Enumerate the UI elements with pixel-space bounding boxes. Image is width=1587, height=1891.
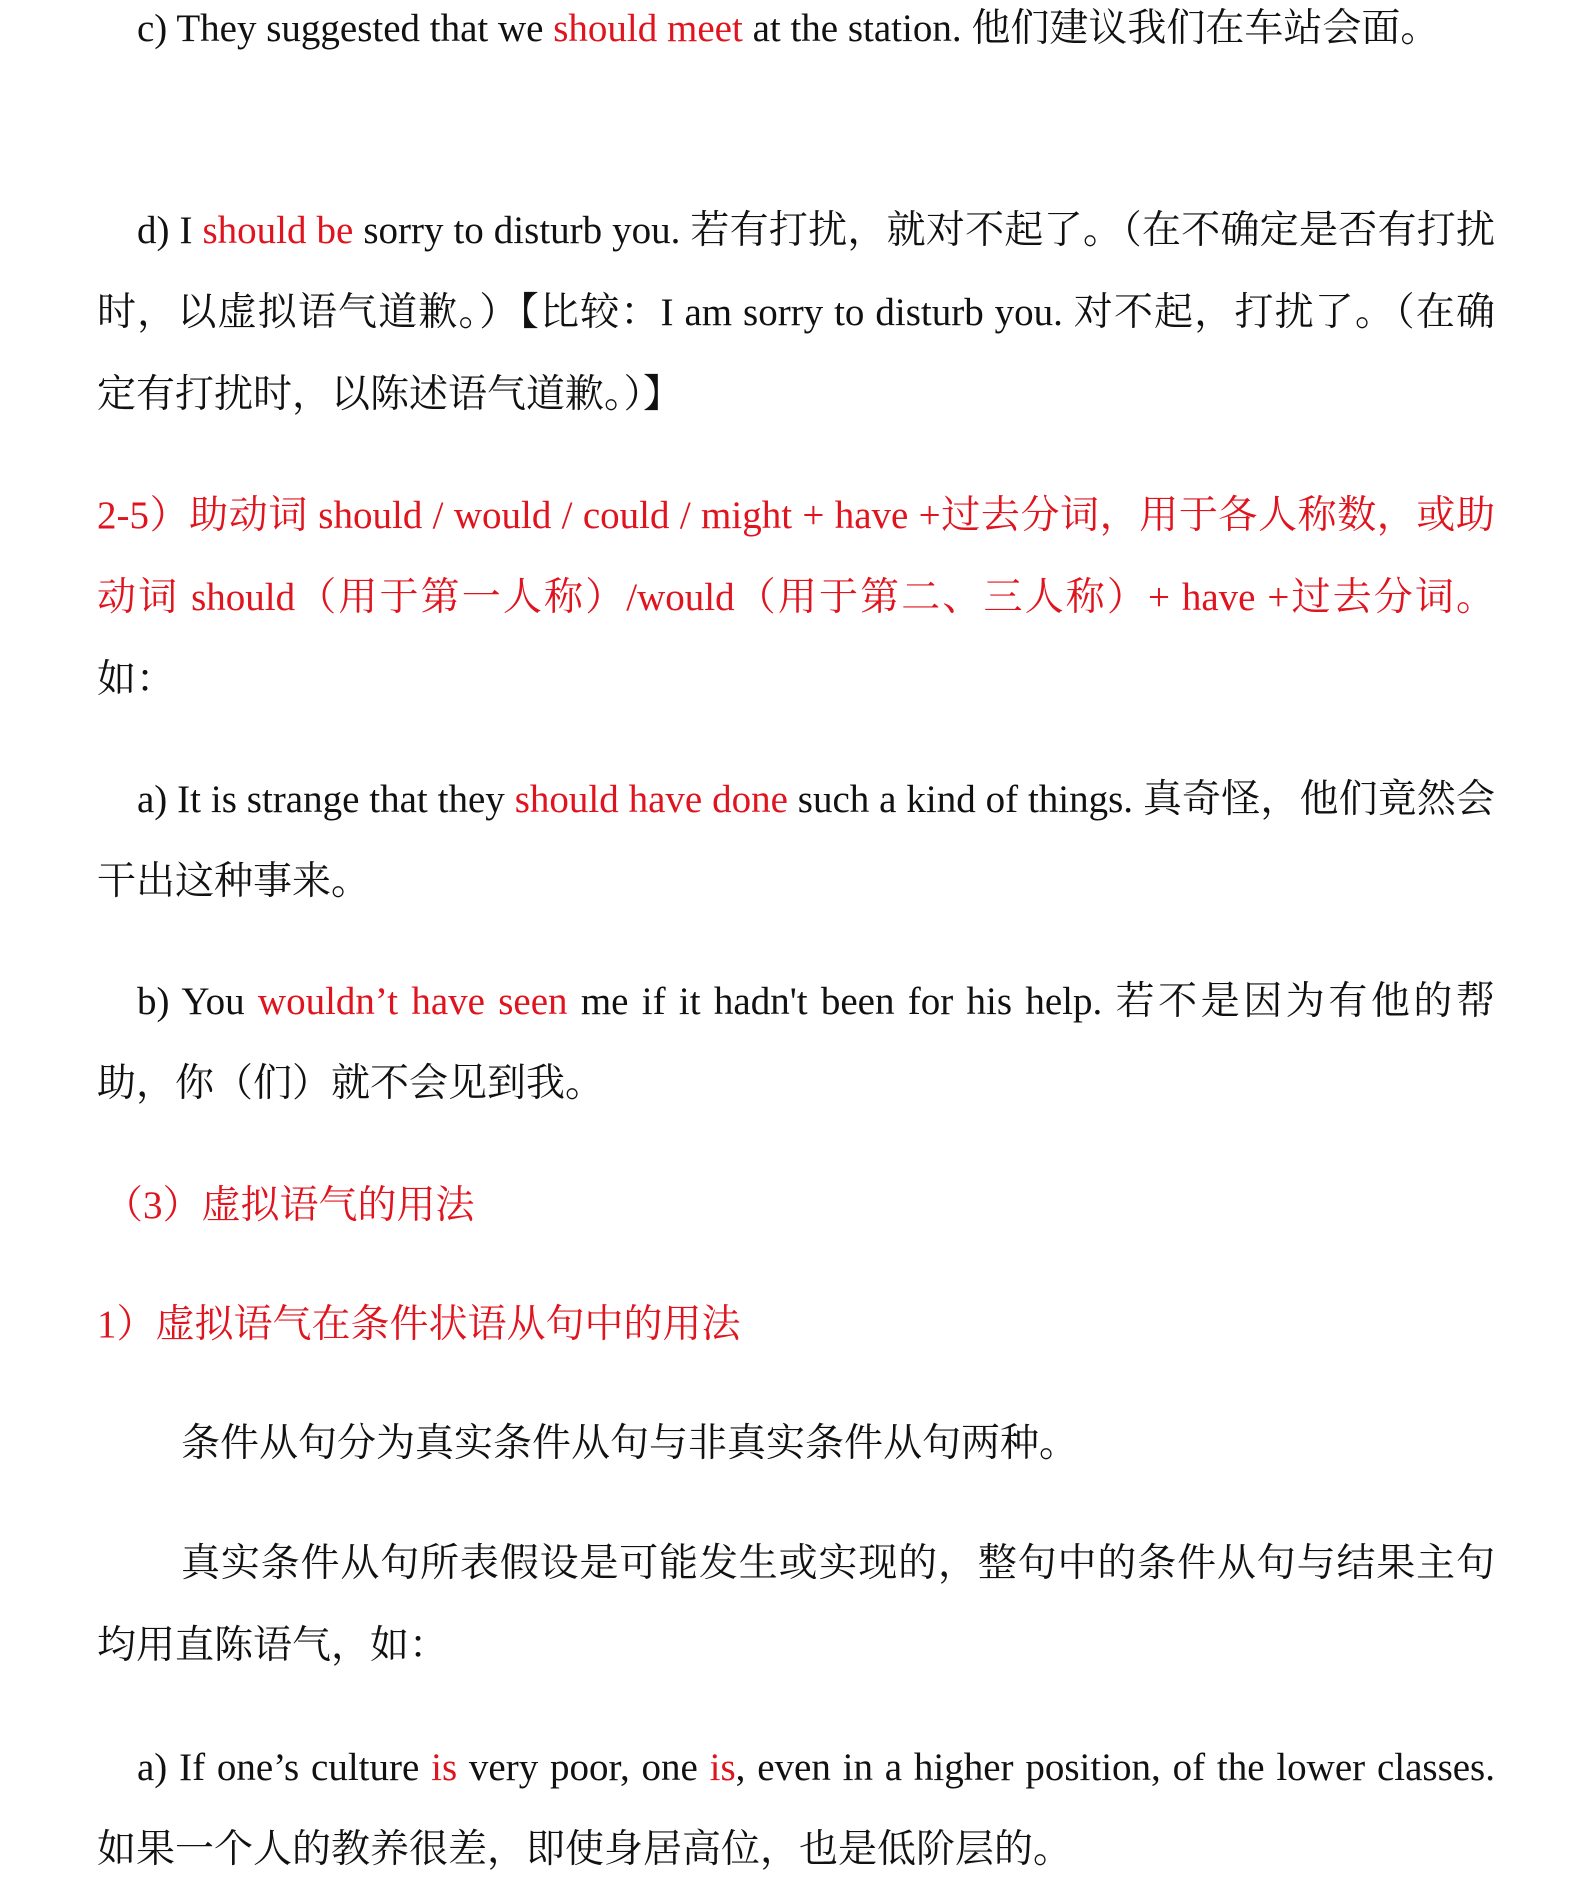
example-c bbox=[97, 0, 1495, 70]
section-2-5-rule: 2-5）助动词 should / would / could / might + have +过去分词，用于各人称数，或助动词 should（用于第一人称）/would（用于第二、三人称）+ have +过去分词。 bbox=[97, 494, 1495, 619]
example-d-text-1: d) I bbox=[137, 209, 203, 252]
example-c-text-2: at the station. 他们建议我们在车站会面。 bbox=[742, 7, 1440, 50]
example-a-2-5 bbox=[97, 759, 1495, 923]
conditional-intro: 条件从句分为真实条件从句与非真实条件从句两种。 bbox=[181, 1422, 1079, 1465]
example-a-conditional-text-2: very poor, one bbox=[457, 1746, 710, 1789]
example-a-2-5-text-2: such a kind of things. 真奇怪，他们竟然会干出这种事来。 bbox=[97, 778, 1495, 903]
example-a-2-5-highlight: should have done bbox=[514, 778, 788, 821]
example-b-2-5 bbox=[97, 961, 1495, 1125]
example-a-conditional-text-3: , even in a higher position, of the lower classes. 如果一个人的教养很差，即使身居高位，也是低阶层的。 bbox=[97, 1746, 1495, 1871]
example-b-2-5-highlight: wouldn’t have seen bbox=[257, 980, 568, 1023]
example-a-conditional-text-1: a) If one’s culture bbox=[137, 1746, 432, 1789]
real-conditional-explanation: 真实条件从句所表假设是可能发生或实现的，整句中的条件从句与结果主句均用直陈语气，如： bbox=[97, 1542, 1495, 1667]
example-a-conditional-highlight-1: is bbox=[431, 1746, 458, 1789]
section-heading-1: 1）虚拟语气在条件状语从句中的用法 bbox=[97, 1303, 741, 1346]
section-heading-3: （3）虚拟语气的用法 bbox=[104, 1184, 475, 1227]
section-2-5-tail: 如： bbox=[97, 658, 176, 701]
example-c-text-1: c) They suggested that we bbox=[137, 7, 554, 50]
example-c-highlight: should meet bbox=[553, 7, 743, 50]
example-a-conditional-highlight-2: is bbox=[709, 1746, 736, 1789]
example-b-2-5-text-1: b) You bbox=[137, 980, 258, 1023]
example-d-highlight: should be bbox=[202, 209, 354, 252]
example-d bbox=[97, 190, 1495, 436]
example-b-2-5-text-2: me if it hadn't been for his help. 若不是因为有他的帮助，你（们）就不会见到我。 bbox=[97, 980, 1495, 1105]
example-a-conditional bbox=[97, 1727, 1495, 1891]
example-d-text-2: sorry to disturb you. 若有打扰，就对不起了。（在不确定是否有打扰时，以虚拟语气道歉。）【比较：I am sorry to disturb you. 对不起，打扰了。（在确定有打扰时，以陈述语气道歉。）】 bbox=[97, 209, 1495, 416]
section-heading-2-5 bbox=[97, 475, 1495, 721]
example-a-2-5-text-1: a) It is strange that they bbox=[137, 778, 515, 821]
